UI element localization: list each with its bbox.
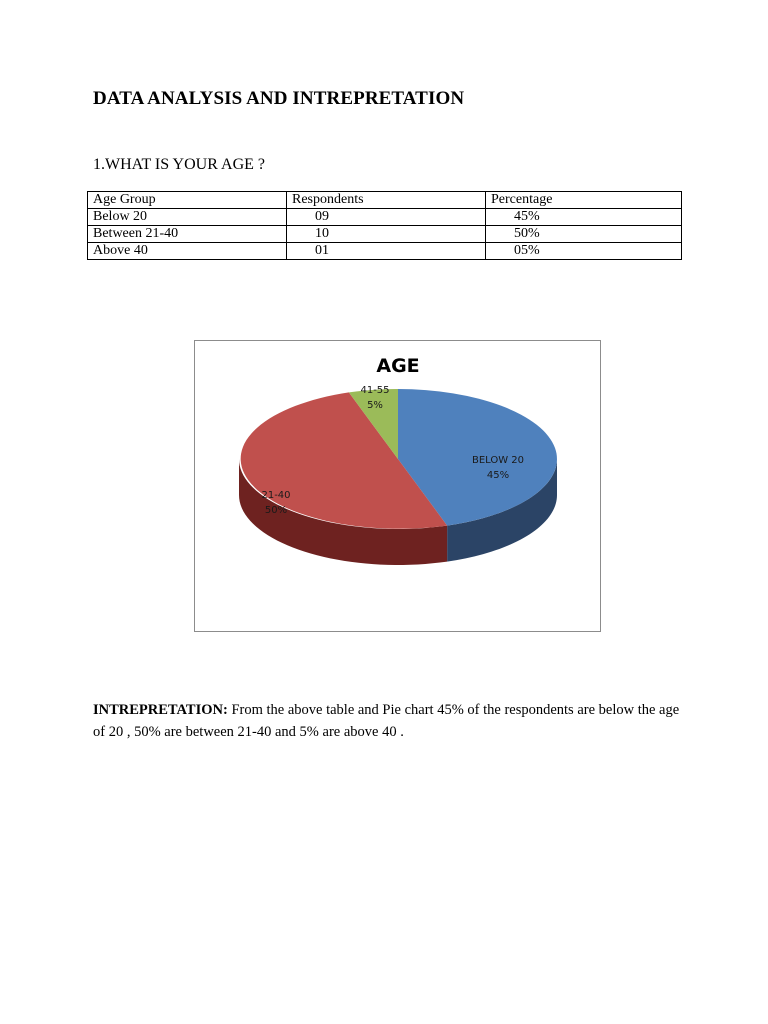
cell-respondents: 09 [287,209,486,226]
interpretation-lead: INTREPRETATION: [93,702,228,718]
cell-percentage: 05% [486,243,682,260]
cell-age-group: Above 40 [88,243,287,260]
cell-respondents: 10 [287,226,486,243]
slice-label: 41-55 [360,385,390,396]
cell-age-group: Between 21-40 [88,226,287,243]
age-table [87,191,682,260]
table-row [88,243,682,260]
document-title: DATA ANALYSIS AND INTREPRETATION [93,88,465,109]
slice-percent-label: 45% [486,470,510,481]
cell-respondents: 01 [287,243,486,260]
cell-percentage: 45% [486,209,682,226]
table-header-row [88,192,682,209]
header-age-group: Age Group [88,192,287,209]
header-percentage: Percentage [486,192,682,209]
age-pie-chart [194,340,601,632]
slice-label: 21-40 [261,490,291,501]
interpretation-text: From the above table and Pie chart 45% of the respondents are below the age of 20 , 50% are between 21-40 and 5% are above 40 . [93,702,680,740]
pie-chart-canvas [195,341,600,631]
table-row [88,209,682,226]
chart-title: AGE [376,355,420,377]
slice-percent-label: 50% [264,505,288,516]
slice-percent-label: 5% [367,400,383,411]
cell-percentage: 50% [486,226,682,243]
question-heading: 1.WHAT IS YOUR AGE ? [93,156,265,173]
slice-label: BELOW 20 [471,455,525,466]
header-respondents: Respondents [287,192,486,209]
interpretation-paragraph [93,699,683,743]
cell-age-group: Below 20 [88,209,287,226]
table-row [88,226,682,243]
